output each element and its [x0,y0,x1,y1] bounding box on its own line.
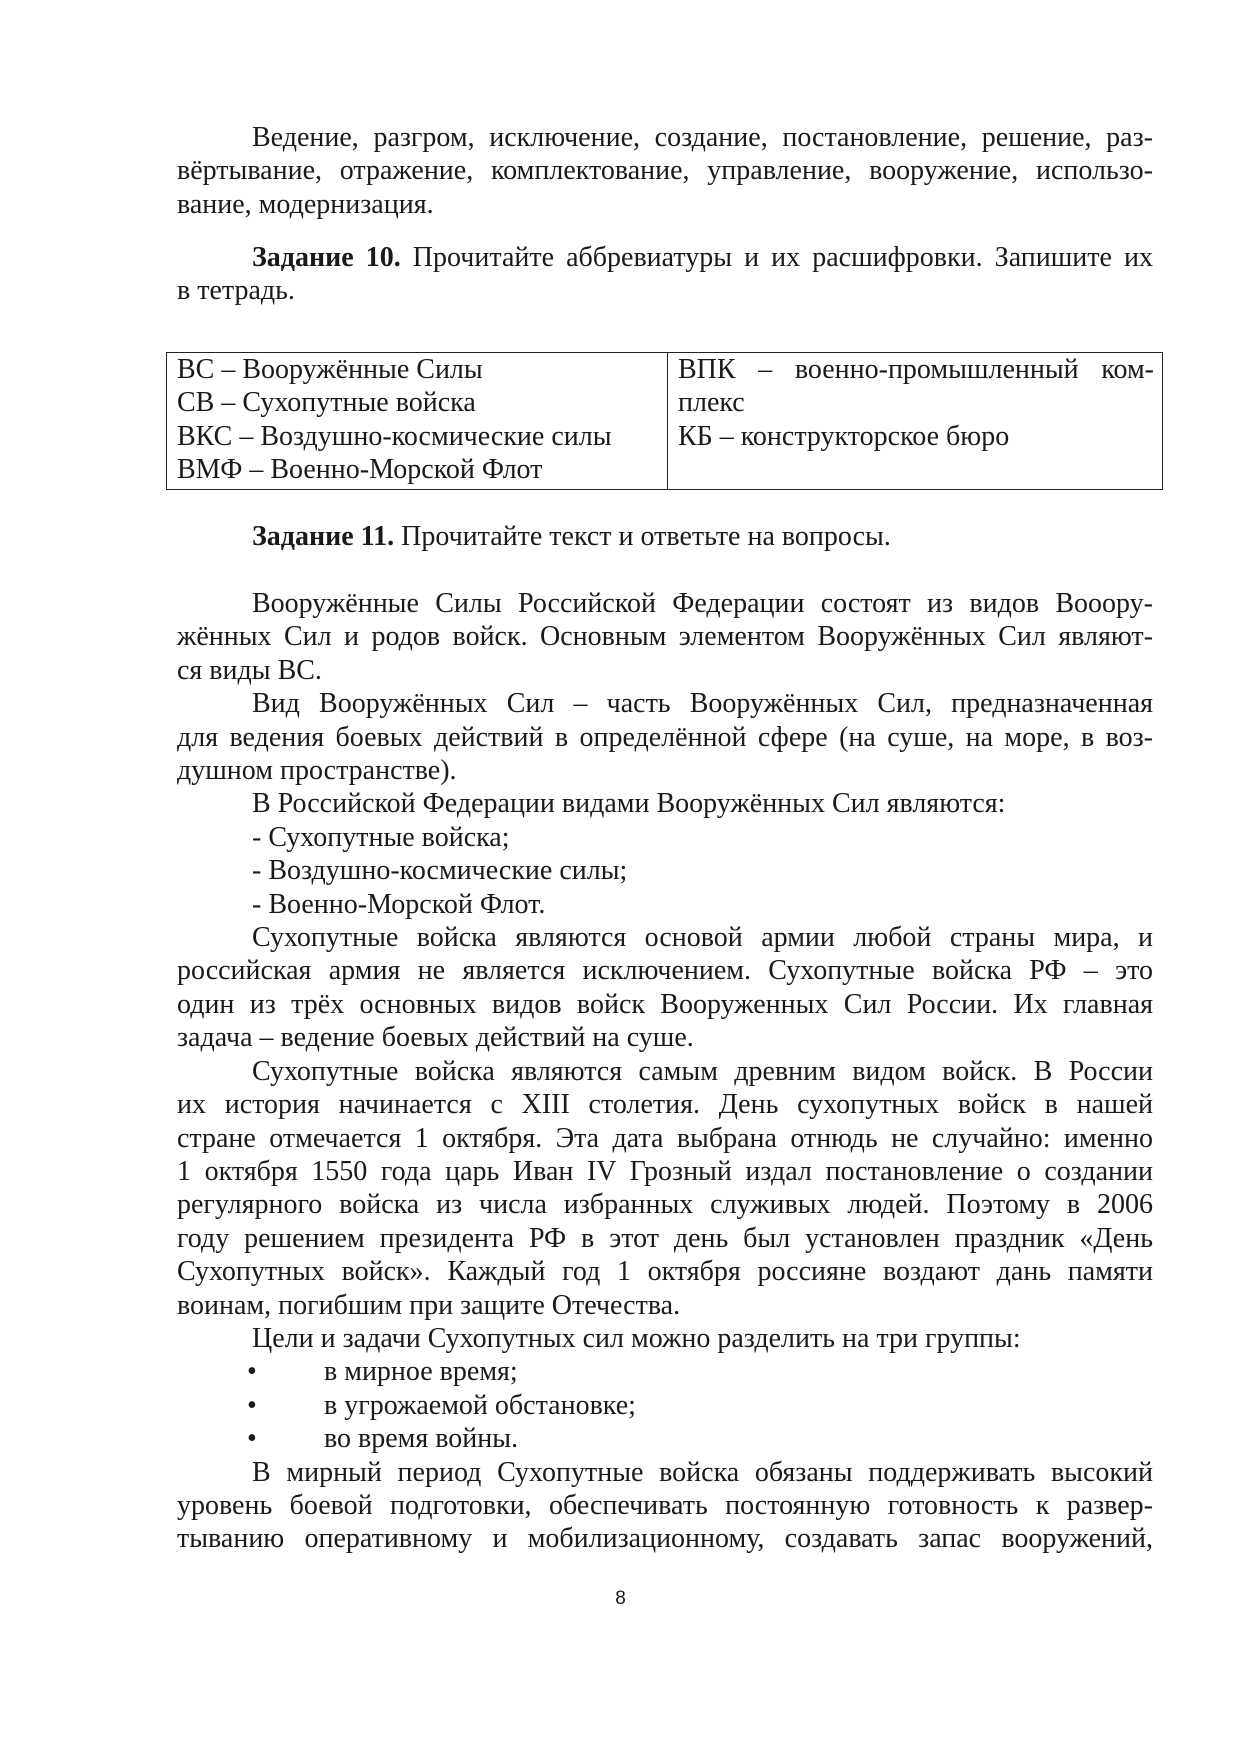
abbr-entry: СВ – Сухопутные войска [177,387,476,419]
text-line: их история начинается с XIII столетия. День сухопутных войск в нашей [177,1089,1153,1121]
table-cell-left [167,353,668,490]
list-item: • в угрожаемой обстановке; [247,1389,636,1421]
text-line: российская армия не является исключением. Сухопутные войска РФ – это [177,955,1153,987]
text-line: Сухопутные войска являются самым древним видом войск. В России [252,1055,1153,1087]
text-line: В мирный период Сухопутные войска обязаны поддерживать высокий [252,1456,1153,1488]
task-11-heading [177,520,1153,553]
task-11-text: Прочитайте текст и ответьте на вопросы. [394,521,891,552]
text-line: задача – ведение боевых действий на суше. [177,1022,694,1054]
text-line: Ведение, разгром, исключение, создание, постановление, решение, раз- [252,122,1153,153]
text-line: В Российской Федерации видами Вооружённых Сил являются: [252,788,1006,820]
table-cell-right [668,353,1163,490]
task-10-text: Прочитайте аббревиатуры и их расшифровки. Запишите их [400,242,1153,273]
text-line: стране отмечается 1 октября. Эта дата выбрана отнюдь не случайно: именно [177,1122,1153,1154]
text-line: вёртывание, отражение, комплектование, управление, вооружение, использо- [177,155,1153,187]
abbr-entry: КБ – конструкторское бюро [678,420,1010,452]
list-item: - Военно-Морской Флот. [252,888,546,920]
abbr-entry: плекс [678,387,745,419]
abbr-entry: ВПК – военно-промышленный ком- [678,354,1154,385]
text-line: Сухопутных войск». Каждый год 1 октября россияне воздают дань памяти [177,1256,1153,1288]
text-line: Вид Вооружённых Сил – часть Вооружённых Сил, предназначенная [252,688,1153,720]
abbr-entry: ВКС – Воздушно-космические силы [177,420,612,452]
list-item: - Воздушно-космические силы; [252,855,628,887]
list-item: • в мирное время; [247,1356,518,1388]
text-line: году решением президента РФ в этот день был установлен праздник «День [177,1222,1153,1254]
text-line: ся виды ВС. [177,654,322,686]
bullet-icon: • [247,1423,257,1455]
text-line: Сухопутные войска являются основой армии любой страны мира, и [252,922,1153,954]
text-line: регулярного войска из числа избранных служивых людей. Поэтому в 2006 [177,1189,1153,1221]
text-line: жённых Сил и родов войск. Основным элементом Вооружённых Сил являют- [177,621,1153,653]
bullet-icon: • [247,1389,257,1421]
text-line: воинам, погибшим при защите Отечества. [177,1289,681,1321]
text-line: один из трёх основных видов войск Вооруженных Сил России. Их главная [177,988,1153,1020]
text-line: тыванию оперативному и мобилизационному, создавать запас вооружений, [177,1523,1153,1555]
table-row [167,353,1163,490]
task-11-label: Задание 11. [252,521,395,552]
text-line: Цели и задачи Сухопутных сил можно разделить на три группы: [252,1322,1021,1354]
abbr-entry: ВС – Вооружённые Силы [177,354,483,385]
text-line: уровень боевой подготовки, обеспечивать постоянную готовность к развер- [177,1489,1153,1521]
text-line: 1 октября 1550 года царь Иван IV Грозный издал постановление о создании [177,1155,1153,1187]
main-text [177,587,1153,1556]
text-line: Вооружённые Силы Российской Федерации состоят из видов Вооору- [252,588,1153,619]
page-number: 8 [615,1588,626,1609]
task-10-label: Задание 10. [252,242,401,273]
abbr-entry: ВМФ – Военно-Морской Флот [177,454,543,486]
task-10-heading [177,241,1153,308]
task-10-text-cont: в тетрадь. [177,275,295,307]
list-item: • во время войны. [247,1423,519,1455]
list-item: - Сухопутные войска; [252,821,510,853]
intro-paragraph [177,121,1153,221]
abbreviation-table [166,352,1163,490]
text-line: вание, модернизация. [177,188,434,220]
text-line: душном пространстве). [177,755,457,787]
bullet-icon: • [247,1356,257,1388]
text-line: для ведения боевых действий в определённой сфере (на суше, на море, в воз- [177,721,1153,753]
